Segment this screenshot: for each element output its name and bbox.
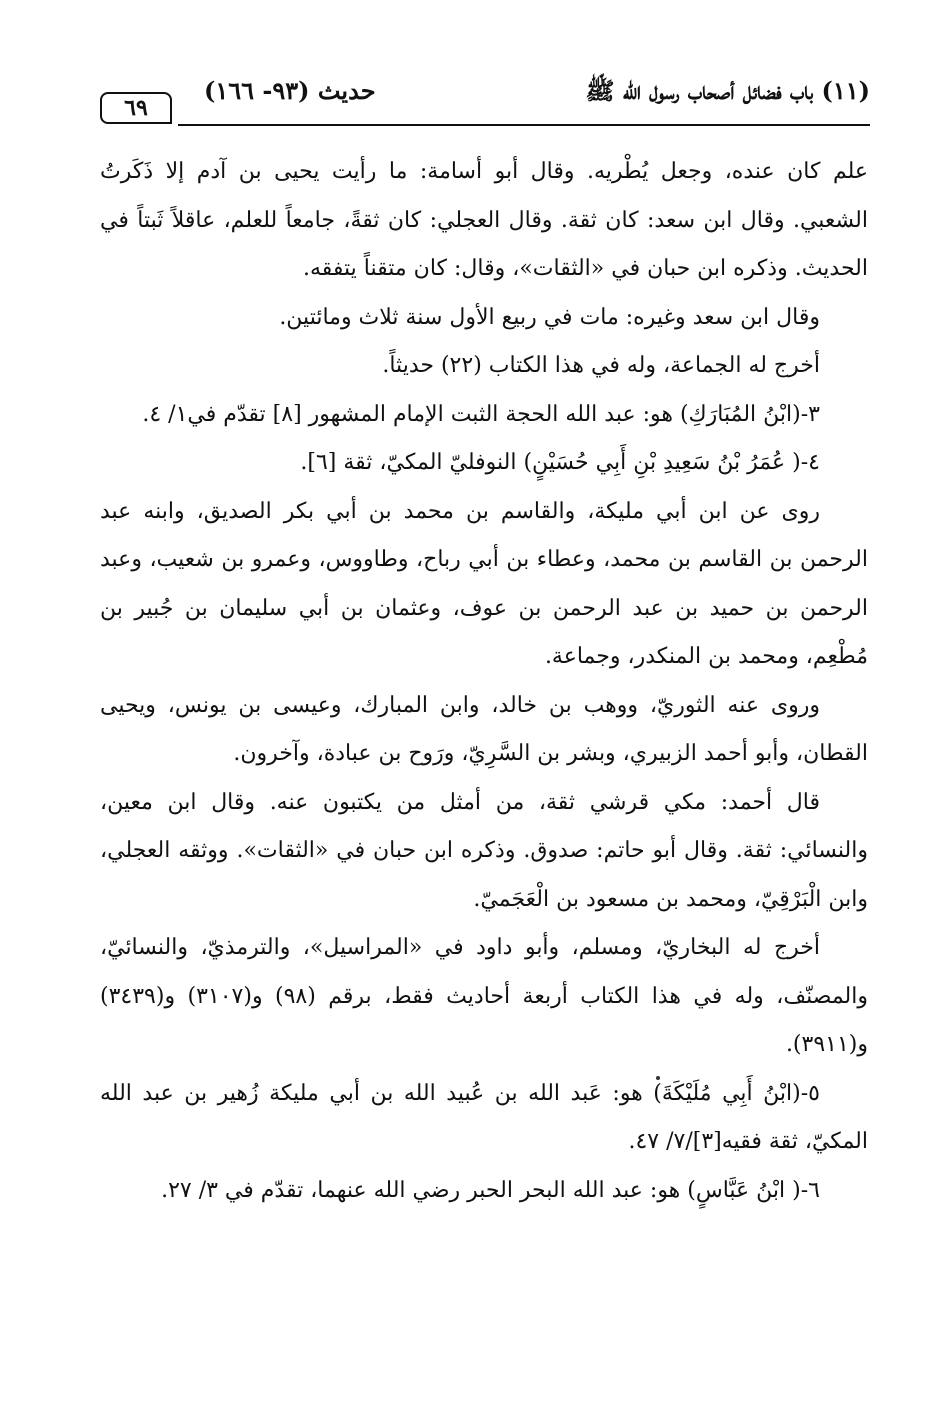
hadith-range: حديث (٩٣- ١٦٦): [204, 76, 376, 105]
paragraph-10: ٥-(ابْنُ أَبِي مُلَيْكَةَ) هو: عَبد الله بن عُبيد الله بن أبي مليكة زُهير بن عبد الله المكيّ، ثقة فقيه[٣]/٧/ ٤٧.: [100, 1080, 868, 1154]
paragraph-7: وروى عنه الثوريّ، ووهب بن خالد، وابن المبارك، وعيسى بن يونس، ويحيى القطان، وأبو أحمد الزبيري، وبشر بن السَّرِيّ، ورَوح بن عبادة، وآخرون.: [100, 692, 868, 766]
paragraph-5: ٤-( عُمَرُ بْنُ سَعِيدِ بْنِ أَبِي حُسَيْنٍ) النوفليّ المكيّ، ثقة [٦].: [300, 450, 820, 475]
chapter-title: (١١) باب فضائل أصحاب رسول الله ﷺ: [585, 76, 870, 105]
paragraph-3: أخرج له الجماعة، وله في هذا الكتاب (٢٢) حديثاً.: [382, 353, 820, 378]
page-header: [100, 72, 870, 132]
paragraph-6: روى عن ابن أبي مليكة، والقاسم بن محمد بن أبي بكر الصديق، وابنه عبد الرحمن بن القاسم بن محمد، وعطاء بن أبي رباح، وطاووس، وعمرو بن شعيب، وعبد الرحمن بن حميد بن عبد الرحمن بن عوف، وعثمان بن أبي سليمان بن جُبير بن مُطْعِم، ومحمد بن المنكدر، وجماعة.: [100, 498, 868, 669]
paragraph-8: قال أحمد: مكي قرشي ثقة، من أمثل من يكتبون عنه. وقال ابن معين، والنسائي: ثقة. وقال أبو حاتم: صدوق. وذكره ابن حبان في «الثقات». ووثقه العجلي، وابن الْبَرْقِيّ، ومحمد بن مسعود بن الْعَجَميّ.: [100, 789, 868, 912]
page-body: [100, 148, 868, 1215]
paragraph-11: ٦-( ابْنُ عَبَّاسٍ) هو: عبد الله البحر الحبر رضي الله عنهما، تقدّم في ٣/ ٢٧.: [161, 1177, 820, 1203]
header-divider: [178, 124, 870, 126]
page-number: ٦٩: [100, 92, 172, 124]
print-speck: [656, 1076, 660, 1080]
paragraph-9: أخرج له البخاريّ، ومسلم، وأبو داود في «المراسيل»، والترمذيّ، والنسائيّ، والمصنّف، وله في هذا الكتاب أربعة أحاديث فقط، برقم (٩٨) و(٣١٠٧) و(٣٤٣٩) و(٣٩١١).: [100, 935, 868, 1057]
paragraph-1: علم كان عنده، وجعل يُطْريه. وقال أبو أسامة: ما رأيت يحيى بن آدم إلا ذَكَرتُ الشعبي. وقال ابن سعد: كان ثقة. وقال العجلي: كان ثقةً، جامعاً للعلم، عاقلاً ثَبتاً في الحديث. وذكره ابن حبان في «الثقات»، وقال: كان متقناً يتفقه.: [100, 159, 868, 281]
paragraph-2: وقال ابن سعد وغيره: مات في ربيع الأول سنة ثلاث ومائتين.: [279, 304, 820, 330]
paragraph-4: ٣-(ابْنُ المُبَارَكِ) هو: عبد الله الحجة الثبت الإمام المشهور [٨] تقدّم في١/ ٤.: [142, 401, 820, 427]
